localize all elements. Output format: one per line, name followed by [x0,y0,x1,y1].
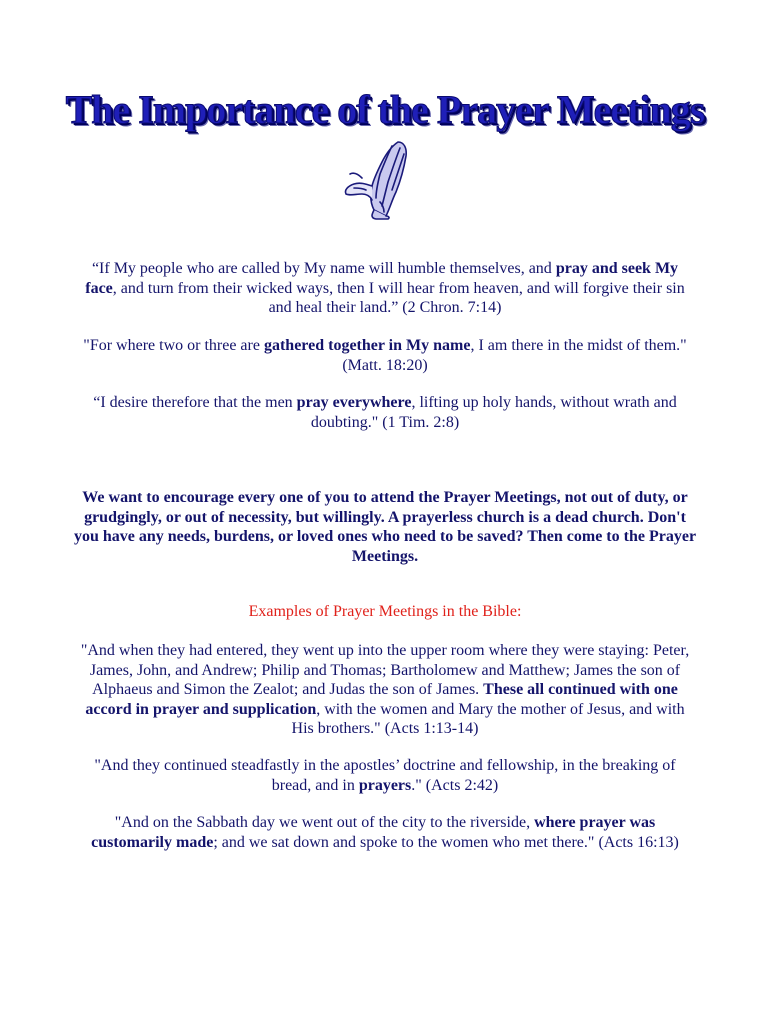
example-text: ; and we sat down and spoke to the women who met there." (Acts 16:13) [213,833,679,851]
verse-text: , I am there in the midst of them." (Matt. 18:20) [342,337,687,374]
verse-text: “If My people who are called by My name will humble themselves, and [91,260,556,277]
verse-matthew [80,336,690,375]
example-acts-2 [80,756,690,795]
example-text: "And they continued steadfastly in the apostles’ doctrine and fellowship, in the breaking of bread, and in [94,757,676,794]
verse-emphasis: pray and seek My face [85,260,679,297]
verse-2-chron [80,259,690,318]
example-text: ." (Acts 2:42) [411,776,499,794]
verse-text: "For where two or three are [83,337,264,354]
verse-1-timothy [80,393,690,432]
example-text: , with the women and Mary the mother of Jesus, and with His brothers." (Acts 1:13-14) [291,700,685,737]
example-text: "And on the Sabbath day we went out of the city to the riverside, [114,814,535,831]
praying-hands-icon [340,138,414,220]
verse-emphasis: gathered together in My name [263,337,471,354]
example-acts-1 [80,641,690,739]
example-emphasis: prayers [358,776,412,794]
example-emphasis: These all continued with one accord in prayer and supplication [85,681,678,718]
example-emphasis: where prayer was customarily made [91,814,656,851]
verse-text: “I desire therefore that the men [93,394,297,411]
example-acts-16 [80,813,690,852]
page-title: The Importance of the Prayer Meetings [65,87,705,132]
verse-text: , lifting up holy hands, without wrath and doubting." (1 Tim. 2:8) [310,394,677,431]
encouragement-paragraph: We want to encourage every one of you to attend the Prayer Meetings, not out of duty, or grudgingly, or out of necessity, but willingly. A prayerless church is a dead church. Don't you have any needs, burdens, or loved ones who need to be saved? Then come to the Prayer Meetings. [73,489,697,565]
example-text: "And when they had entered, they went up into the upper room where they were staying: Peter, James, John, and Andrew; Philip and Thomas; Bartholomew and Matthew; James the son of Alphaeus and Simon the Zealot; and Judas the son of James. [80,642,690,698]
examples-heading: Examples of Prayer Meetings in the Bible: [248,603,522,620]
verse-text: , and turn from their wicked ways, then I will hear from heaven, and will forgive their sin and heal their land.” (2 Chron. 7:14) [112,279,685,316]
verse-emphasis: pray everywhere [296,394,412,411]
